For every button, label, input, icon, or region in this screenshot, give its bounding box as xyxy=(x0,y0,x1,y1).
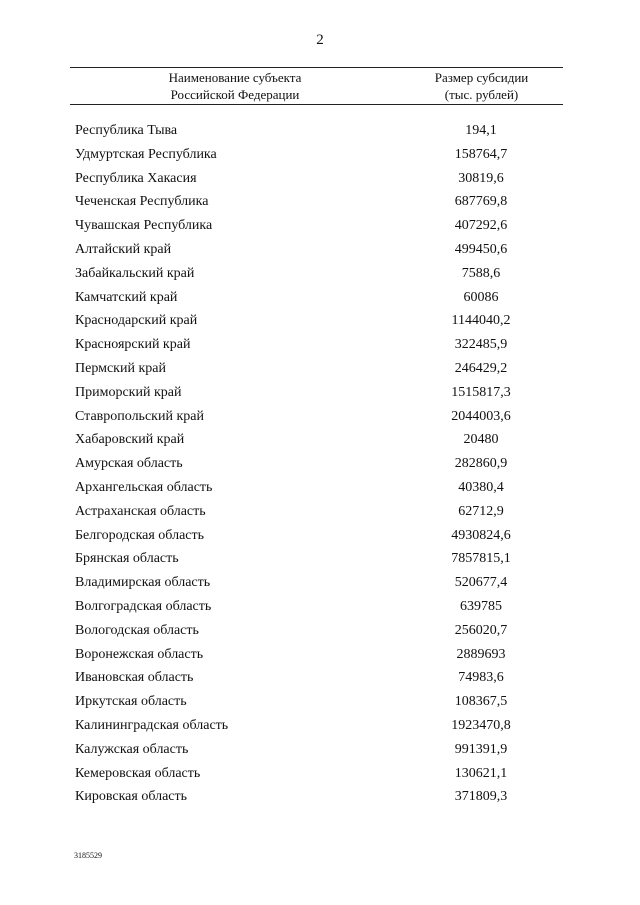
subject-name-cell: Кемеровская область xyxy=(75,765,201,781)
table-row xyxy=(0,262,640,286)
subject-name-cell: Удмуртская Республика xyxy=(75,146,217,162)
column-header-subsidy-line1: Размер субсидии xyxy=(434,70,529,85)
subject-name-cell: Вологодская область xyxy=(75,622,199,638)
subject-name-cell: Владимирская область xyxy=(75,575,211,591)
table-row xyxy=(0,500,640,524)
subject-name-cell: Амурская область xyxy=(75,456,183,472)
table-row xyxy=(0,357,640,381)
subject-name-cell: Камчатский край xyxy=(75,289,178,305)
subject-name-cell: Забайкальский край xyxy=(75,265,195,281)
subsidy-value-cell: 2889693 xyxy=(456,646,506,662)
subsidy-value-cell: 40380,4 xyxy=(458,479,504,495)
table-row xyxy=(0,309,640,333)
subject-name-cell: Хабаровский край xyxy=(75,432,185,448)
document-code: 3185529 xyxy=(74,851,102,860)
subject-name-cell: Чувашская Республика xyxy=(75,218,213,234)
column-header-subject xyxy=(70,69,400,103)
subsidy-value-cell: 158764,7 xyxy=(454,146,508,162)
table-header xyxy=(70,67,563,105)
subject-name-cell: Белгородская область xyxy=(75,527,205,543)
table-body xyxy=(0,119,640,809)
table-row xyxy=(0,666,640,690)
table-row xyxy=(0,524,640,548)
table-row xyxy=(0,452,640,476)
table-row xyxy=(0,476,640,500)
table-row xyxy=(0,214,640,238)
table-row xyxy=(0,238,640,262)
subject-name-cell: Приморский край xyxy=(75,384,182,400)
subject-name-cell: Калужская область xyxy=(75,741,189,757)
table-row xyxy=(0,714,640,738)
subsidy-value-cell: 20480 xyxy=(463,432,499,448)
subsidy-value-cell: 7857815,1 xyxy=(451,551,511,567)
subsidy-value-cell: 520677,4 xyxy=(454,575,508,591)
table-row xyxy=(0,619,640,643)
subsidy-value-cell: 62712,9 xyxy=(458,503,504,519)
subject-name-cell: Алтайский край xyxy=(75,241,172,257)
subsidy-value-cell: 2044003,6 xyxy=(451,408,511,424)
table-row xyxy=(0,738,640,762)
subject-name-cell: Ивановская область xyxy=(75,670,194,686)
subject-name-cell: Красноярский край xyxy=(75,337,191,353)
subsidy-value-cell: 246429,2 xyxy=(454,360,508,376)
subsidy-value-cell: 1144040,2 xyxy=(451,313,511,329)
subject-name-cell: Калининградская область xyxy=(75,717,229,733)
subsidy-value-cell: 7588,6 xyxy=(461,265,501,281)
table-row xyxy=(0,333,640,357)
table-row xyxy=(0,381,640,405)
subsidy-value-cell: 130621,1 xyxy=(454,765,508,781)
subsidy-value-cell: 30819,6 xyxy=(458,170,504,186)
subsidy-value-cell: 194,1 xyxy=(465,123,497,138)
table-row xyxy=(0,119,640,143)
table-row xyxy=(0,690,640,714)
subject-name-cell: Воронежская область xyxy=(75,646,204,662)
table-row xyxy=(0,190,640,214)
column-header-subject-line2: Российской Федерации xyxy=(170,87,300,102)
subject-name-cell: Республика Тыва xyxy=(75,123,178,138)
subsidy-value-cell: 687769,8 xyxy=(454,194,508,210)
subsidy-value-cell: 499450,6 xyxy=(454,241,508,257)
subject-name-cell: Республика Хакасия xyxy=(75,170,197,186)
subject-name-cell: Волгоградская область xyxy=(75,598,212,614)
table-row xyxy=(0,286,640,310)
subsidy-value-cell: 407292,6 xyxy=(454,218,508,234)
subject-name-cell: Пермский край xyxy=(75,360,166,376)
subject-name-cell: Чеченская Республика xyxy=(75,194,209,210)
column-header-subject-line1: Наименование субъекта xyxy=(168,70,302,85)
subsidy-value-cell: 639785 xyxy=(460,598,502,614)
table-row xyxy=(0,643,640,667)
subsidy-value-cell: 108367,5 xyxy=(454,694,508,710)
table-row xyxy=(0,405,640,429)
subsidy-value-cell: 282860,9 xyxy=(454,456,508,472)
table-row xyxy=(0,143,640,167)
table-row xyxy=(0,762,640,786)
subject-name-cell: Брянская область xyxy=(75,551,179,567)
subject-name-cell: Кировская область xyxy=(75,789,188,805)
table-row xyxy=(0,547,640,571)
table-row xyxy=(0,167,640,191)
subject-name-cell: Архангельская область xyxy=(75,479,213,495)
subsidy-value-cell: 1515817,3 xyxy=(451,384,511,400)
subsidy-value-cell: 322485,9 xyxy=(454,337,508,353)
table-row xyxy=(0,785,640,809)
subsidy-value-cell: 74983,6 xyxy=(458,670,504,686)
table-row xyxy=(0,595,640,619)
page-number: 2 xyxy=(316,32,324,48)
subject-name-cell: Иркутская область xyxy=(75,694,187,710)
subsidy-value-cell: 60086 xyxy=(463,289,499,305)
column-header-subsidy xyxy=(400,69,563,103)
subsidy-value-cell: 256020,7 xyxy=(454,622,508,638)
table-row xyxy=(0,571,640,595)
subsidy-value-cell: 4930824,6 xyxy=(451,527,511,543)
subsidy-value-cell: 991391,9 xyxy=(454,741,508,757)
subject-name-cell: Ставропольский край xyxy=(75,408,204,424)
subsidy-value-cell: 1923470,8 xyxy=(451,717,511,733)
subject-name-cell: Астраханская область xyxy=(75,503,206,519)
subsidy-value-cell: 371809,3 xyxy=(454,789,508,805)
subject-name-cell: Краснодарский край xyxy=(75,313,198,329)
column-header-subsidy-line2: (тыс. рублей) xyxy=(444,87,519,102)
table-row xyxy=(0,428,640,452)
